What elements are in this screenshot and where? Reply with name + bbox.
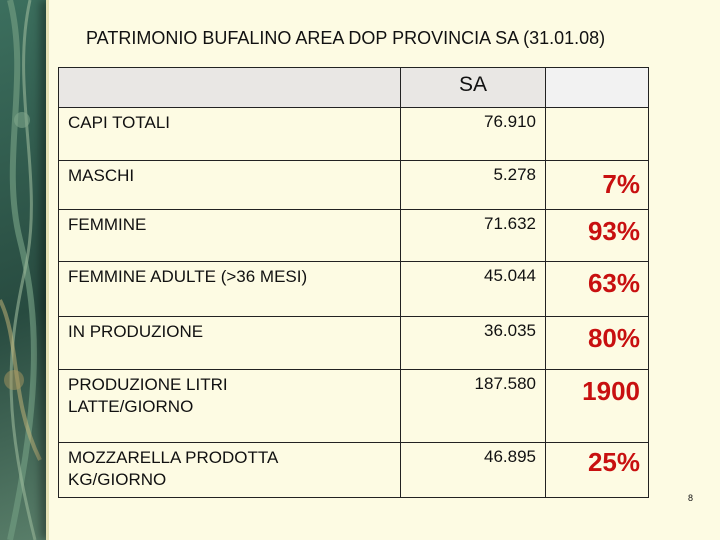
table-row bbox=[59, 108, 649, 161]
table-row bbox=[59, 262, 649, 317]
row-label-cell bbox=[59, 210, 401, 262]
row-value-cell bbox=[401, 210, 546, 262]
row-label: FEMMINE bbox=[68, 215, 147, 234]
slide-title: PATRIMONIO BUFALINO AREA DOP PROVINCIA SA (31.01.08) bbox=[86, 28, 606, 48]
row-extra-cell bbox=[546, 370, 649, 443]
row-extra: 80% bbox=[587, 323, 640, 353]
page-number: 8 bbox=[688, 493, 694, 503]
row-label-cell bbox=[59, 108, 401, 161]
row-label-cell bbox=[59, 161, 401, 210]
row-label: FEMMINE ADULTE (>36 MESI) bbox=[68, 267, 308, 286]
row-label: IN PRODUZIONE bbox=[68, 322, 204, 341]
header-right-cell bbox=[546, 68, 649, 108]
column-header-sa: SA bbox=[458, 73, 487, 96]
row-value-cell bbox=[401, 108, 546, 161]
row-label: MASCHI bbox=[68, 166, 135, 185]
row-extra: 7% bbox=[602, 169, 640, 199]
table-row bbox=[59, 161, 649, 210]
row-value: 46.895 bbox=[484, 447, 536, 466]
row-value: 36.035 bbox=[484, 321, 536, 340]
row-label: MOZZARELLA PRODOTTA KG/GIORNO bbox=[68, 448, 278, 489]
row-label: PRODUZIONE LITRI LATTE/GIORNO bbox=[68, 375, 228, 416]
row-value: 76.910 bbox=[484, 112, 536, 131]
row-extra-cell bbox=[546, 443, 649, 498]
row-value-cell bbox=[401, 317, 546, 370]
row-value-cell bbox=[401, 161, 546, 210]
table-row bbox=[59, 443, 649, 498]
data-table bbox=[58, 67, 649, 498]
row-extra-cell bbox=[546, 317, 649, 370]
row-value: 5.278 bbox=[493, 165, 536, 184]
row-label: CAPI TOTALI bbox=[68, 113, 171, 132]
row-value-cell bbox=[401, 370, 546, 443]
row-label-cell bbox=[59, 317, 401, 370]
table-row bbox=[59, 210, 649, 262]
row-extra-cell bbox=[546, 108, 649, 161]
row-extra-cell bbox=[546, 262, 649, 317]
row-label-cell bbox=[59, 262, 401, 317]
row-value-cell bbox=[401, 262, 546, 317]
row-value: 71.632 bbox=[484, 214, 536, 233]
table-header-row bbox=[59, 68, 649, 108]
row-extra-cell bbox=[546, 210, 649, 262]
row-value: 45.044 bbox=[484, 266, 536, 285]
row-extra: 63% bbox=[587, 268, 640, 298]
row-extra: 1900 bbox=[582, 376, 640, 406]
row-value: 187.580 bbox=[474, 374, 536, 393]
row-label-cell bbox=[59, 370, 401, 443]
header-empty-cell bbox=[59, 68, 401, 108]
row-value-cell bbox=[401, 443, 546, 498]
table-row bbox=[59, 370, 649, 443]
header-sa-cell bbox=[401, 68, 546, 108]
row-extra: 25% bbox=[587, 447, 640, 477]
table-row bbox=[59, 317, 649, 370]
row-label-cell bbox=[59, 443, 401, 498]
row-extra-cell bbox=[546, 161, 649, 210]
row-extra: 93% bbox=[587, 216, 640, 246]
